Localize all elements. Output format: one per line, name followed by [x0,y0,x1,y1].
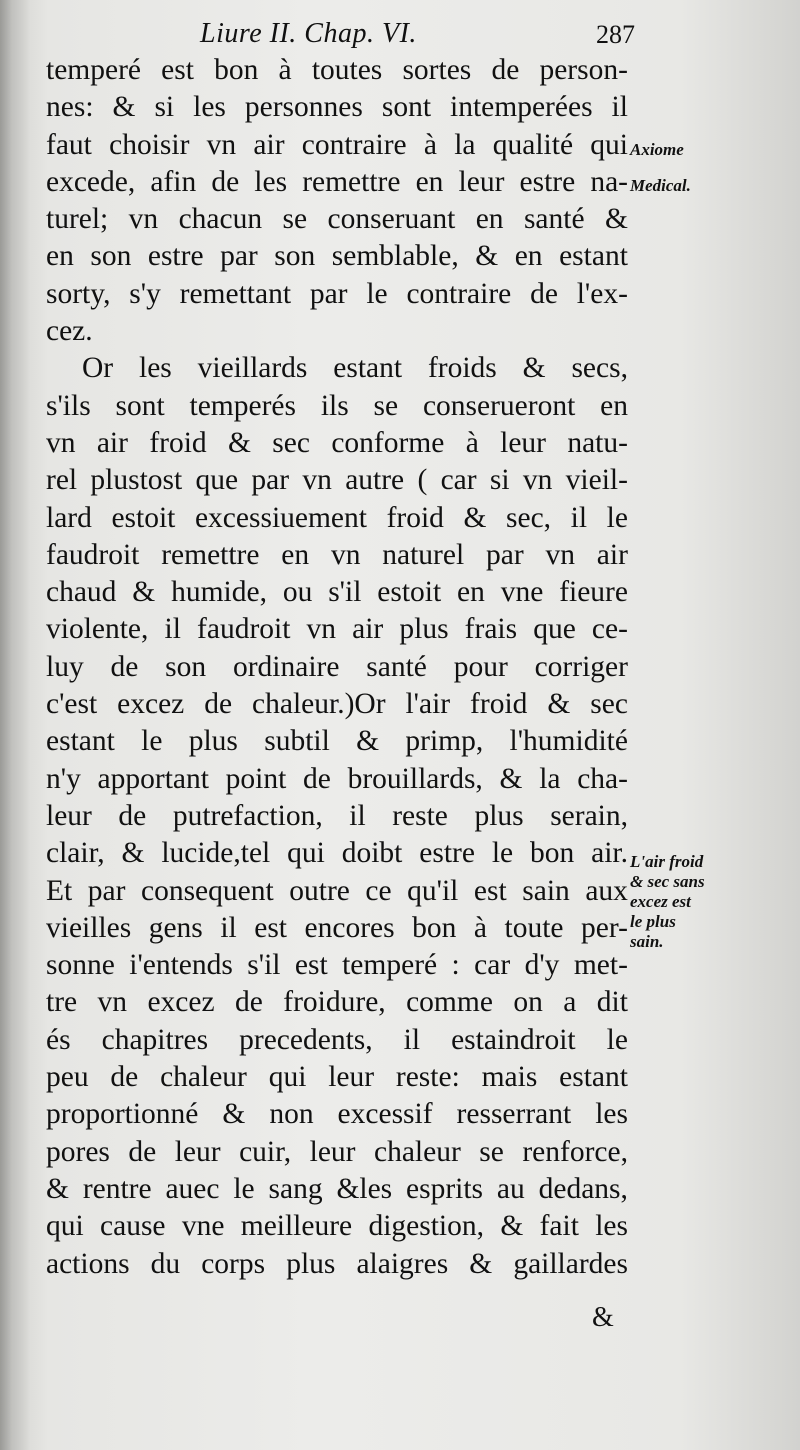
page-number: 287 [596,20,635,49]
text-line: luy de son ordinaire santé pour corriger [46,650,628,683]
text-line: sonne i'entends s'il est temperé : car d'y met- [46,949,628,982]
text-line: & rentre auec le sang &les esprits au dedans, [46,1172,628,1205]
text-line: rel plustost que par vn autre ( car si vn vieil- [46,464,628,497]
text-line: és chapitres precedents, il estaindroit le [46,1023,628,1056]
text-line: nes: & si les personnes sont intemperées il [46,91,628,124]
text-line: peu de chaleur qui leur reste: mais estant [46,1061,628,1094]
text-line: tre vn excez de froidure, comme on a dit [46,986,628,1019]
text-line: leur de putrefaction, il reste plus serain, [46,799,628,832]
text-line: clair, & lucide,tel qui doibt estre le bon air. [46,837,628,870]
text-line: faut choisir vn air contraire à la qualité qui [46,128,628,161]
text-line: actions du corps plus alaigres & gaillardes [46,1247,628,1280]
text-line: cez. [46,315,93,348]
text-line: faudroit remettre en vn naturel par vn air [46,538,628,571]
gutter-shadow [0,0,30,1450]
text-line: c'est excez de chaleur.)Or l'air froid & sec [46,688,628,721]
text-line: excede, afin de les remettre en leur estre na- [46,165,628,198]
page-header [195,18,635,54]
margin-note-line: Medical. [630,176,691,195]
text-line: n'y apportant point de brouillards, & la cha- [46,762,628,795]
margin-note-line: Axiome [630,140,684,159]
text-line: temperé est bon à toutes sortes de person- [46,54,628,86]
margin-note-line: excez est [630,892,691,911]
margin-note-line: le plus [630,912,676,931]
running-head: Liure II. Chap. VI. [200,18,417,49]
text-line: vieilles gens il est encores bon à toute per- [46,911,628,944]
text-line: chaud & humide, ou s'il estoit en vne fieure [46,576,628,609]
text-line: pores de leur cuir, leur chaleur se renforce, [46,1135,628,1168]
text-line: Or les vieillards estant froids & secs, [82,352,628,385]
text-line: proportionné & non excessif resserrant les [46,1098,628,1131]
text-line: sorty, s'y remettant par le contraire de l'ex- [46,277,628,310]
margin-note-line: sain. [630,932,664,951]
text-line: qui cause vne meilleure digestion, & fait les [46,1210,628,1243]
text-line: lard estoit excessiuement froid & sec, il le [46,501,628,534]
text-line: vn air froid & sec conforme à leur natu- [46,426,628,459]
margin-note-line: & sec sans [630,872,705,891]
text-line: estant le plus subtil & primp, l'humidité [46,725,628,758]
catchword: & [592,1302,614,1333]
text-line: violente, il faudroit vn air plus frais que ce- [46,613,628,646]
text-line: en son estre par son semblable, & en estant [46,240,628,273]
margin-note-line: L'air froid [630,852,704,871]
margin-note-axiome [630,140,800,196]
margin-note-air [630,852,800,952]
text-line: s'ils sont temperés ils se conserueront en [46,389,628,422]
body-text [46,52,628,1283]
text-line: turel; vn chacun se conseruant en santé & [46,203,628,236]
text-line: Et par consequent outre ce qu'il est sain aux [46,874,628,907]
